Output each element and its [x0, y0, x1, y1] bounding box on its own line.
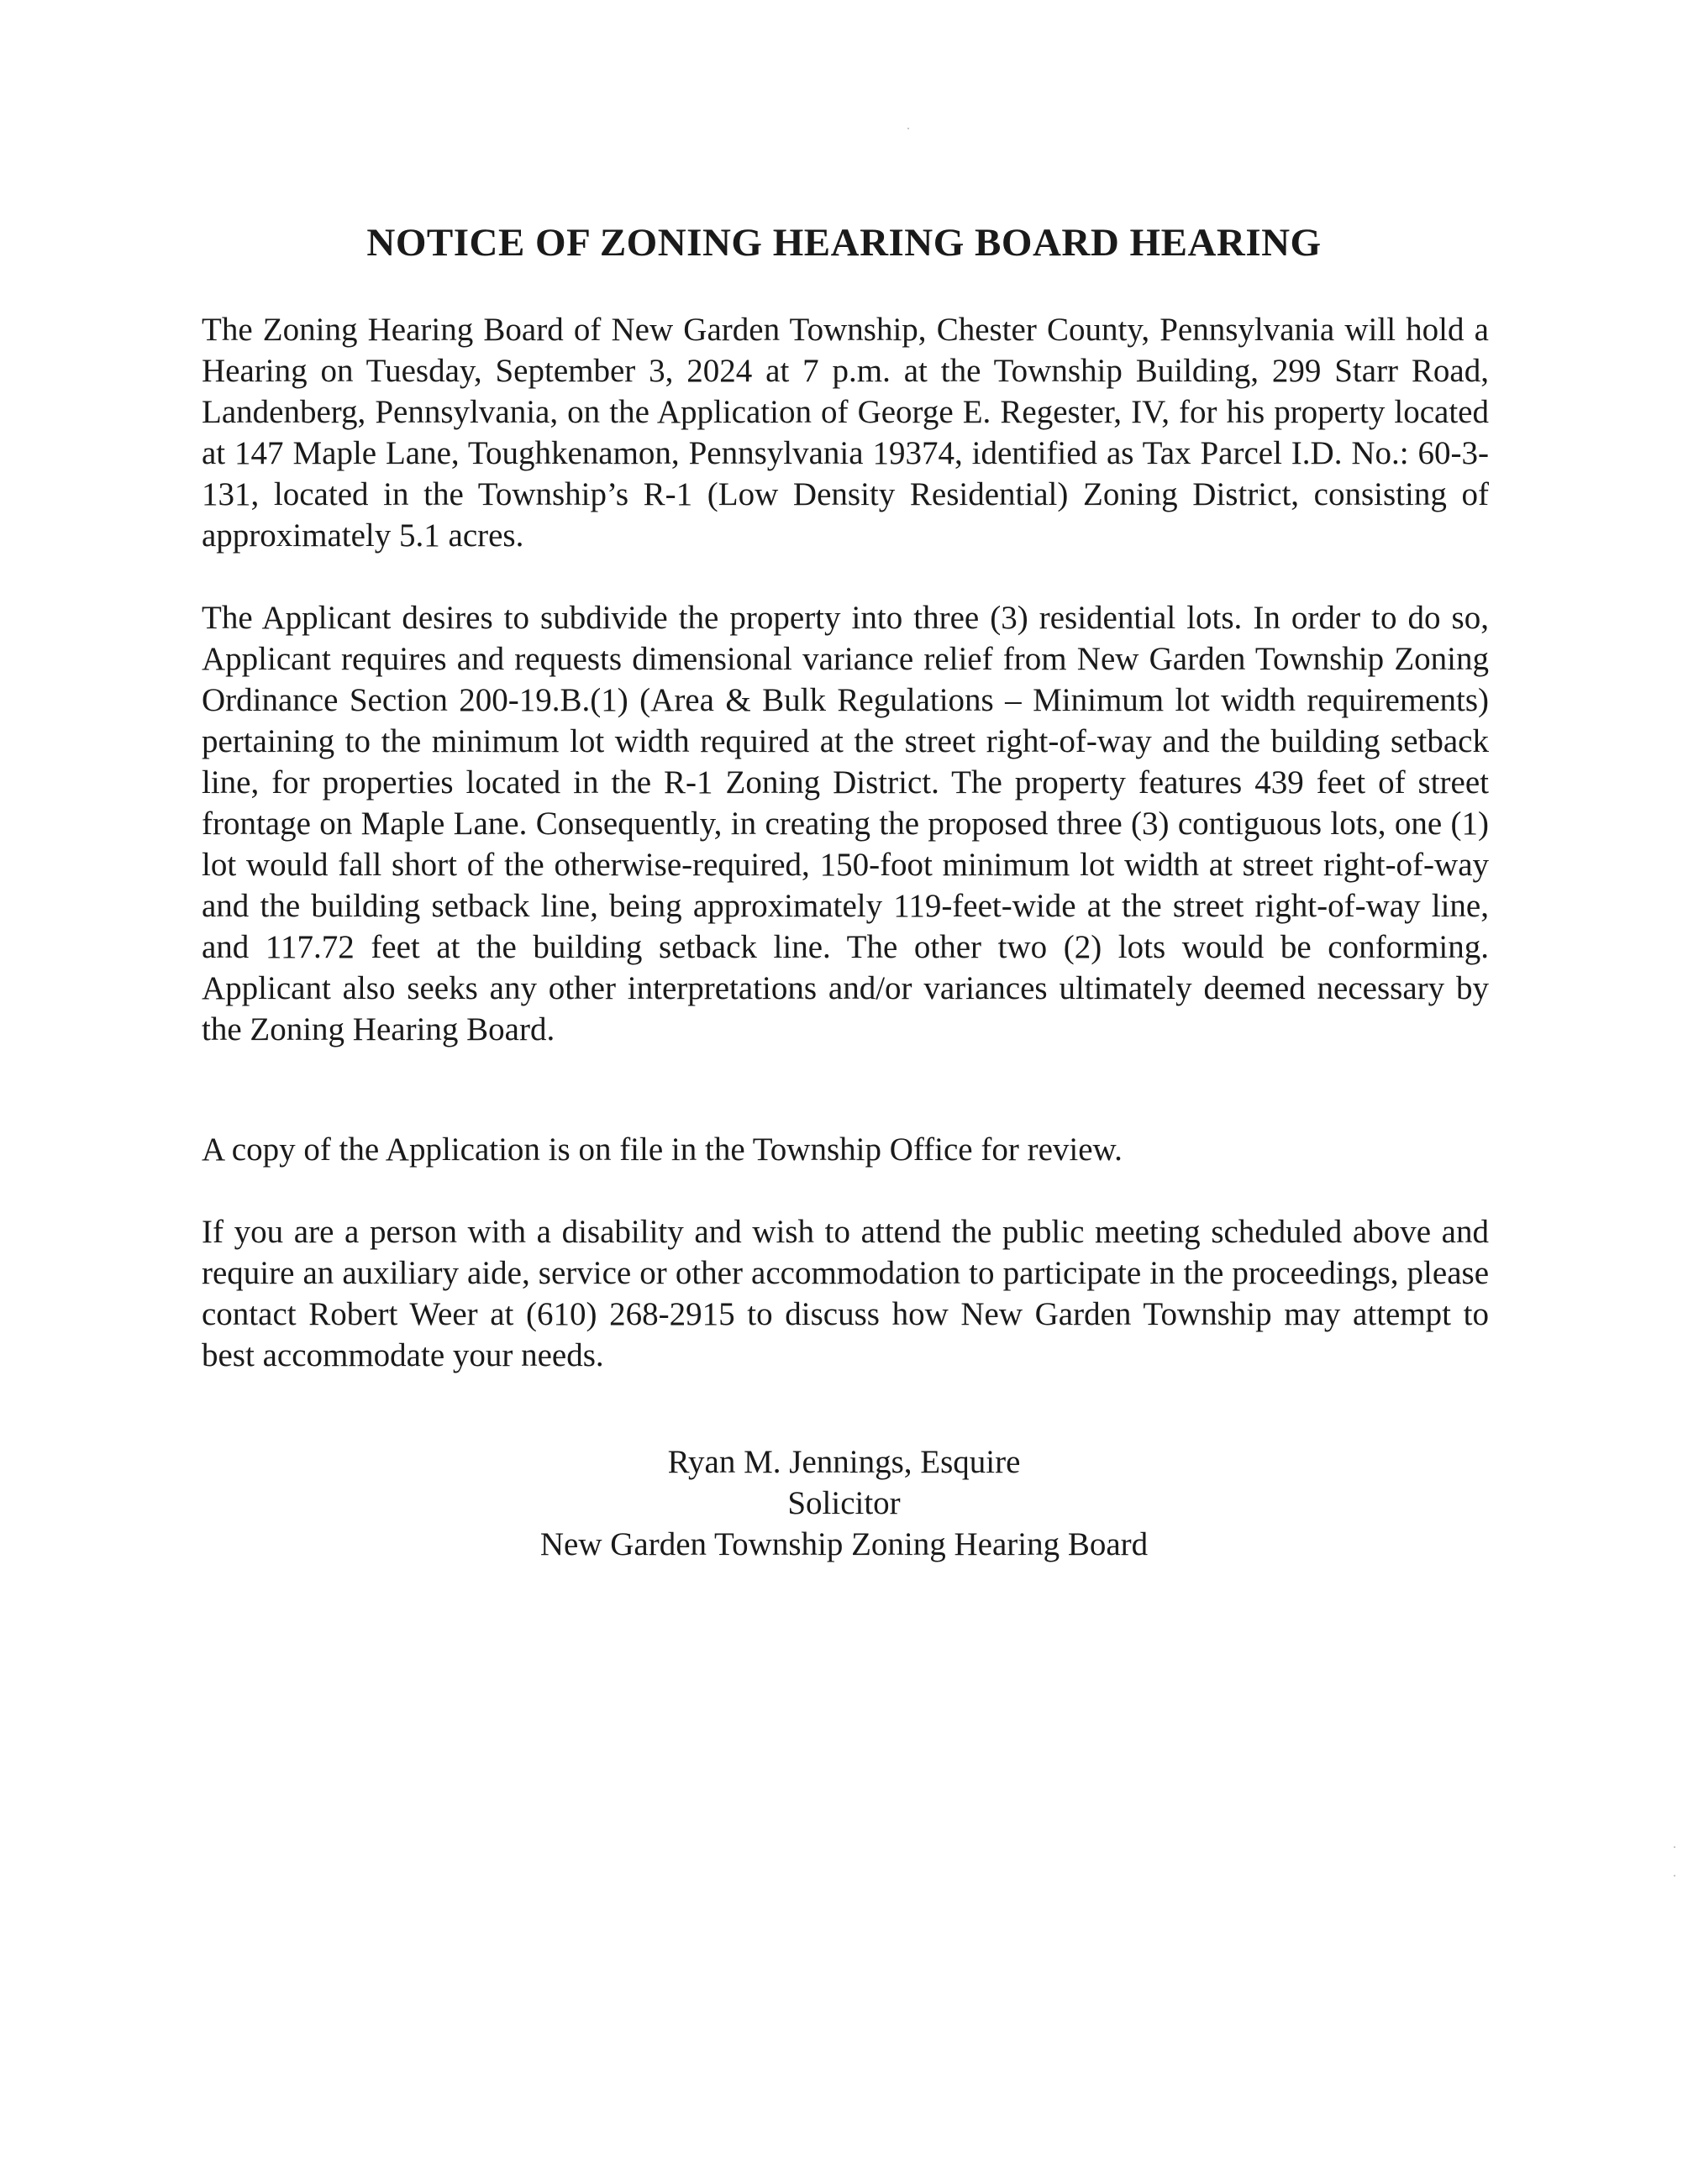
hearing-details-paragraph: The Zoning Hearing Board of New Garden Township, Chester County, Pennsylvania will hold a Hearing on Tuesday, September 3, 2024 at 7 p.m. at the Township Building, 299 Starr Road, Landenberg, Pennsylvania, on the Application of George E. Regester, IV, for his property located at 147 Maple Lane, Toughkenamon, Pennsylvania 19374, identified as Tax Parcel I.D. No.: 60-3-131, located in the Township’s R-1 (Low Density Residential) Zoning District, consisting of approximately 5.1 acres.	[202, 312, 1489, 554]
signer-role: Solicitor	[787, 1485, 901, 1521]
notice-title: NOTICE OF ZONING HEARING BOARD HEARING	[366, 221, 1322, 265]
application-on-file-paragraph: A copy of the Application is on file in the Township Office for review.	[202, 1131, 1123, 1168]
signer-organization: New Garden Township Zoning Hearing Board	[539, 1526, 1149, 1562]
signer-name: Ryan M. Jennings, Esquire	[667, 1444, 1021, 1480]
scan-speck	[1674, 1846, 1675, 1848]
accessibility-paragraph: If you are a person with a disability and wish to attend the public meeting scheduled above and require an auxiliary aide, service or other accommodation to participate in the proceedings, please contact Robert Weer at (610) 268-2915 to discuss how New Garden Township may attempt to best accommodate your needs.	[202, 1214, 1489, 1373]
signature-block	[0, 1441, 1688, 1565]
variance-request-paragraph: The Applicant desires to subdivide the property into three (3) residential lots. In order to do so, Applicant requires and requests dimensional variance relief from New Garden Township Zoning Ordinance Section 200-19.B.(1) (Area & Bulk Regulations – Minimum lot width requirements) pertaining to the minimum lot width required at the street right-of-way and the building setback line, for properties located in the R-1 Zoning District. The property features 439 feet of street frontage on Maple Lane. Consequently, in creating the proposed three (3) contiguous lots, one (1) lot would fall short of the otherwise-required, 150-foot minimum lot width at street right-of-way and the building setback line, being approximately 119-feet-wide at the street right-of-way line, and 117.72 feet at the building setback line. The other two (2) lots would be conforming. Applicant also seeks any other interpretations and/or variances ultimately deemed necessary by the Zoning Hearing Board.	[202, 600, 1489, 1047]
scan-speck	[1674, 1875, 1675, 1877]
scan-speck	[907, 128, 909, 129]
